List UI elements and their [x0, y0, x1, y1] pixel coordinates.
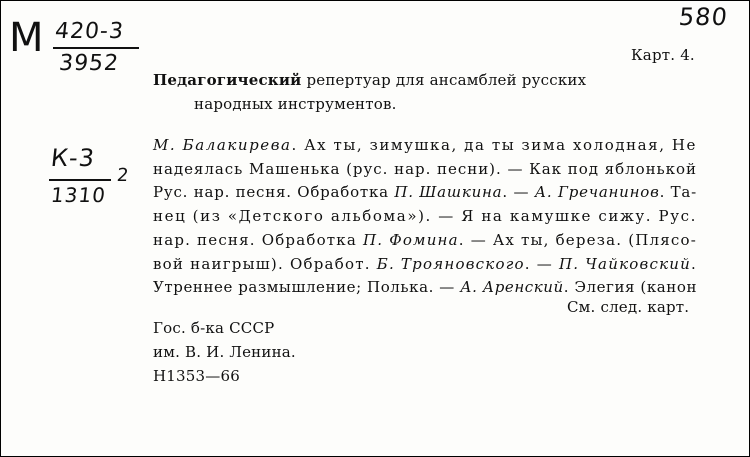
handwritten-shelf-bottom: 3952 — [57, 51, 121, 76]
body-text: . — Ах ты, береза. (Плясо- — [458, 230, 697, 249]
library-line1: Гос. б-ка СССР — [153, 319, 275, 337]
body-text: надеялась Машенька (рус. нар. песни). — Как под яблонькой — [153, 159, 697, 178]
handwritten-page-number: 580 — [677, 3, 730, 31]
body-italic-name: П. Шашкина — [394, 183, 503, 202]
handwritten-letter: М — [9, 15, 45, 61]
card-title-line2: народных инструментов. — [194, 95, 397, 113]
title-rest: репертуар для ансамблей русских — [306, 71, 587, 89]
handwritten-fraction-line — [53, 47, 139, 49]
body-text: Утреннее размышление; Полька. — — [153, 278, 461, 297]
body-line — [153, 231, 697, 249]
body-italic-name: П. Фомина — [362, 230, 459, 249]
handwritten-catalog-line — [49, 179, 111, 181]
body-text: . — — [524, 254, 559, 273]
body-text: вой наигрыш). Обработ. — [153, 254, 377, 273]
body-italic-name: М. Балакирева — [153, 136, 292, 154]
body-text: нец (из «Детского альбома»). — Я на камушке сижу. Рус. — [153, 207, 697, 226]
title-bold-word: Педагогический — [153, 71, 302, 89]
handwritten-shelf-top: 420-3 — [53, 19, 126, 44]
body-text: . Та- — [659, 183, 697, 202]
card-title — [153, 71, 586, 89]
body-line — [153, 207, 697, 225]
body-line — [153, 160, 697, 178]
body-italic-name: А. Гречанинов — [534, 183, 660, 202]
body-line — [153, 136, 697, 154]
card-number: Карт. 4. — [631, 46, 695, 64]
body-text: . Элегия (канон — [563, 278, 698, 297]
handwritten-catalog-sup: 2 — [115, 165, 131, 186]
body-italic-name: П. Чайковский — [558, 254, 692, 273]
body-text: . — [691, 254, 698, 273]
handwritten-catalog-top: К-3 — [49, 144, 97, 172]
body-line — [153, 183, 697, 201]
body-text: Рус. нар. песня. Обработка — [153, 183, 395, 202]
continued-note: См. след. карт. — [567, 298, 690, 316]
body-text: . — — [502, 183, 535, 202]
body-italic-name: Б. Трояновского — [376, 254, 525, 273]
body-text: нар. песня. Обработка — [153, 230, 363, 249]
body-line — [153, 255, 697, 273]
library-line2: им. В. И. Ленина. — [153, 343, 296, 361]
body-line — [153, 278, 697, 296]
body-text: . Ах ты, зимушка, да ты зима холодная, Не — [291, 136, 697, 154]
library-code: Н1353—66 — [153, 367, 240, 385]
body-italic-name: А. Аренский — [460, 278, 564, 297]
handwritten-catalog-bottom: 1310 — [49, 183, 108, 207]
